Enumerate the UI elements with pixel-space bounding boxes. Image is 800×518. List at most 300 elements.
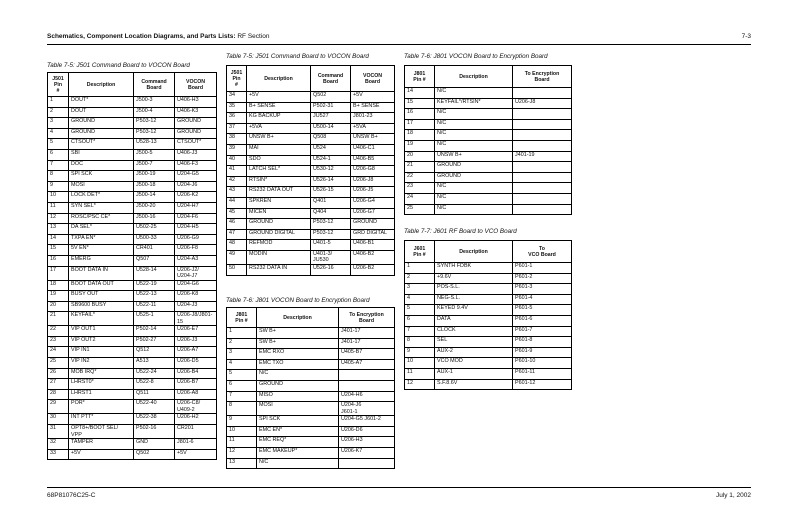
- table-cell: 2: [227, 338, 257, 349]
- table-cell: 35: [227, 102, 247, 113]
- table-row: [405, 337, 572, 348]
- table-cell: [339, 380, 395, 391]
- table-row: [227, 264, 395, 275]
- table-cell: KEYED 9.4V: [435, 305, 513, 316]
- table-row: [405, 263, 572, 274]
- table-cell: VIP OUT1: [69, 326, 134, 337]
- table-cell: ROSC/PSC CE*: [69, 213, 134, 224]
- table-cell: U524-1: [311, 155, 351, 166]
- table-cell: J500-4: [134, 107, 175, 118]
- col-header: J601 Pin #: [405, 241, 435, 263]
- table-cell: 3: [227, 349, 257, 360]
- table-cell: 18: [405, 130, 435, 141]
- table-cell: 2: [405, 273, 435, 284]
- table-cell: +9.6V: [435, 273, 513, 284]
- table-cell: U206-J8: [513, 98, 572, 109]
- table-row: [227, 370, 395, 381]
- table-cell: GROUND: [247, 219, 311, 230]
- table-cell: 11: [405, 368, 435, 379]
- table-cell: VIP OUT2: [69, 336, 134, 347]
- table-cell: VIP IN2: [69, 358, 134, 369]
- table-cell: U204-J6 J601-1: [339, 402, 395, 416]
- table-cell: U206-D5: [175, 358, 217, 369]
- table-cell: 13: [48, 224, 69, 235]
- table-cell: MOB IRQ*: [69, 368, 134, 379]
- table-cell: U206-F8: [175, 245, 217, 256]
- table-cell: SYN SEL*: [69, 202, 134, 213]
- table-cell: RS232 DATA IN: [247, 264, 311, 275]
- table-cell: N/C: [435, 140, 513, 151]
- table-cell: 22: [405, 172, 435, 183]
- table-row: [48, 118, 217, 129]
- table-cell: U206-B7: [175, 379, 217, 390]
- table-row: [48, 425, 217, 439]
- table-cell: N/C: [435, 88, 513, 99]
- table-cell: B+ SENSE: [351, 102, 395, 113]
- table-cell: [513, 172, 572, 183]
- table-cell: 17: [48, 266, 69, 280]
- table-row: [48, 107, 217, 118]
- table-cell: U204-H5: [175, 224, 217, 235]
- table-row: [227, 113, 395, 124]
- table-row: [405, 162, 572, 173]
- table-cell: U206-J3: [175, 336, 217, 347]
- table-cell: N/C: [435, 193, 513, 204]
- col-header: Command Board: [134, 73, 175, 97]
- table-cell: J401-17: [339, 328, 395, 339]
- table-cell: U204-J6: [175, 181, 217, 192]
- table-cell: P601-7: [513, 326, 572, 337]
- document-id: 68P81076C25-C: [47, 492, 96, 499]
- table-cell: J401-19: [513, 151, 572, 162]
- table-cell: RTSIN*: [247, 176, 311, 187]
- table-cell: 30: [48, 414, 69, 425]
- table-cell: U406-F3: [175, 160, 217, 171]
- table-cell: GROUND: [435, 172, 513, 183]
- table-cell: U522-11: [134, 301, 175, 312]
- table-cell: CLOCK: [435, 326, 513, 337]
- table-cell: CR401: [134, 245, 175, 256]
- table-cell: U206-D6: [339, 426, 395, 437]
- table-cell: U204-H6: [339, 391, 395, 402]
- table-cell: U530-12: [311, 166, 351, 177]
- table-cell: U500-33: [134, 234, 175, 245]
- table-row: [48, 449, 217, 460]
- table-row: [48, 224, 217, 235]
- table-cell: P601-8: [513, 337, 572, 348]
- table-cell: 36: [227, 113, 247, 124]
- table-row: [48, 414, 217, 425]
- table-cell: DA SEL*: [69, 224, 134, 235]
- table-cell: 19: [48, 291, 69, 302]
- table-cell: GROUND DIGITAL: [247, 229, 311, 240]
- table-cell: J500-18: [134, 181, 175, 192]
- table-cell: U526-15: [311, 187, 351, 198]
- table-cell: U204-G5 J601-2: [339, 416, 395, 427]
- table-row: [48, 255, 217, 266]
- table-cell: KG BACKUP: [247, 113, 311, 124]
- table-cell: 44: [227, 197, 247, 208]
- table-cell: U206-C8/ U409-2: [175, 400, 217, 414]
- table-cell: REFMOD: [247, 240, 311, 251]
- table-cell: U204-F6: [175, 213, 217, 224]
- table-cell: GROUND: [351, 219, 395, 230]
- table-cell: 28: [48, 389, 69, 400]
- table-cell: J401-17: [339, 338, 395, 349]
- table-cell: U206-B4: [175, 368, 217, 379]
- table-cell: KEYFAIL*/RTSIN*: [435, 98, 513, 109]
- table-cell: 47: [227, 229, 247, 240]
- table-cell: GROUND: [257, 380, 339, 391]
- table-cell: [513, 109, 572, 120]
- table-cell: U206-G8: [351, 166, 395, 177]
- table-cell: U406-K3: [175, 107, 217, 118]
- table-caption: Table 7-5: J501 Command Board to VOCON Board: [47, 62, 190, 69]
- table-cell: CTSOUT*: [69, 139, 134, 150]
- table-cell: SEL: [435, 337, 513, 348]
- table-caption: Table 7-6: J801 VOCON Board to Encryption Board: [226, 297, 370, 304]
- table-cell: U206-J5: [351, 187, 395, 198]
- table-cell: POS-S.L.: [435, 284, 513, 295]
- table-cell: U206-A7: [175, 347, 217, 358]
- table-cell: UNSW B+: [247, 134, 311, 145]
- table-row: [405, 315, 572, 326]
- table-row: [48, 160, 217, 171]
- col-header: Description: [69, 73, 134, 97]
- table-cell: +5V: [69, 449, 134, 460]
- table-cell: 41: [227, 166, 247, 177]
- table-cell: J500-3: [134, 97, 175, 108]
- table-cell: 12: [227, 447, 257, 458]
- table-cell: N/C: [435, 204, 513, 215]
- table-cell: 16: [48, 255, 69, 266]
- table-cell: RS232 DATA OUT: [247, 187, 311, 198]
- table-cell: P601-2: [513, 273, 572, 284]
- table-cell: U206-K8: [175, 291, 217, 302]
- table-row: [227, 134, 395, 145]
- table-cell: 20: [405, 151, 435, 162]
- table-cell: 11: [48, 202, 69, 213]
- table-row: [48, 139, 217, 150]
- table-cell: U406-H3: [175, 97, 217, 108]
- table-cell: P601-12: [513, 379, 572, 390]
- table-cell: 25: [48, 358, 69, 369]
- table-cell: U525-1: [134, 312, 175, 326]
- table-cell: +5V: [175, 449, 217, 460]
- table-row: [405, 368, 572, 379]
- table-row: [48, 326, 217, 337]
- table-cell: 42: [227, 176, 247, 187]
- table-cell: 21: [405, 162, 435, 173]
- table-cell: +5VA: [351, 123, 395, 134]
- table-cell: 12: [48, 213, 69, 224]
- col-header: VOCON Board: [175, 73, 217, 97]
- col-header: J801 Pin #: [227, 308, 257, 328]
- table-cell: U528-14: [134, 266, 175, 280]
- table-row: [227, 208, 395, 219]
- table-row: [405, 294, 572, 305]
- table-cell: 3: [48, 118, 69, 129]
- table-row: [48, 358, 217, 369]
- table-row: [227, 123, 395, 134]
- table-cell: 38: [227, 134, 247, 145]
- table-row: [48, 213, 217, 224]
- table-row: [227, 102, 395, 113]
- header-section: RF Section: [235, 33, 270, 40]
- table-cell: GROUND: [175, 118, 217, 129]
- table-cell: [513, 140, 572, 151]
- table-row: [48, 291, 217, 302]
- table-cell: P502-31: [311, 102, 351, 113]
- table-cell: GND: [134, 439, 175, 450]
- table-cell: EMC MAKEUP*: [257, 447, 339, 458]
- table-cell: 7: [405, 326, 435, 337]
- table-cell: +5VA: [247, 123, 311, 134]
- table-cell: DATA: [435, 315, 513, 326]
- table-cell: U522-38: [134, 414, 175, 425]
- table-cell: +5V: [247, 92, 311, 103]
- table-cell: GROUND: [175, 128, 217, 139]
- table-cell: 46: [227, 219, 247, 230]
- table-cell: 4: [405, 294, 435, 305]
- table-cell: 4: [48, 128, 69, 139]
- table-cell: A513: [134, 358, 175, 369]
- table-cell: 13: [227, 458, 257, 469]
- table-cell: 14: [405, 88, 435, 99]
- table-cell: BOOT DATA IN: [69, 266, 134, 280]
- table-cell: 5: [227, 370, 257, 381]
- table-cell: 5: [48, 139, 69, 150]
- table-row: [227, 437, 395, 448]
- table-row: [227, 176, 395, 187]
- table-cell: VIP IN1: [69, 347, 134, 358]
- table-caption: Table 7-6: J801 VOCON Board to Encryption Board: [404, 53, 548, 60]
- table-cell: MAI: [247, 144, 311, 155]
- table-cell: 5: [405, 305, 435, 316]
- table-cell: [513, 193, 572, 204]
- table-cell: SB9600 BUSY: [69, 301, 134, 312]
- table-row: [405, 305, 572, 316]
- table-cell: U204-H7: [175, 202, 217, 213]
- col-header: To VCO Board: [513, 241, 572, 263]
- j801-table-part2: [404, 65, 572, 215]
- table-cell: MODIN: [247, 250, 311, 264]
- table-cell: U401-5: [311, 240, 351, 251]
- table-cell: OPT8+/BOOT SEL/ VPP: [69, 425, 134, 439]
- table-cell: Q502: [311, 92, 351, 103]
- table-cell: 20: [48, 301, 69, 312]
- col-header: J801 Pin #: [405, 66, 435, 88]
- table-cell: 25: [405, 204, 435, 215]
- table-cell: P503-12: [311, 229, 351, 240]
- table-row: [227, 458, 395, 469]
- table-row: [227, 402, 395, 416]
- table-cell: N/C: [435, 109, 513, 120]
- table-cell: [513, 88, 572, 99]
- table-cell: 10: [227, 426, 257, 437]
- table-row: [405, 273, 572, 284]
- table-cell: 11: [227, 437, 257, 448]
- table-cell: 14: [48, 234, 69, 245]
- table-row: [227, 219, 395, 230]
- table-row: [48, 379, 217, 390]
- table-cell: P601-5: [513, 305, 572, 316]
- table-cell: 6: [405, 315, 435, 326]
- table-cell: 1: [48, 97, 69, 108]
- table-cell: P503-12: [134, 128, 175, 139]
- table-cell: U522-24: [134, 368, 175, 379]
- table-cell: U500-14: [311, 123, 351, 134]
- table-cell: 6: [48, 149, 69, 160]
- col-header: Description: [435, 66, 513, 88]
- table-cell: N/C: [435, 130, 513, 141]
- table-cell: AUX-1: [435, 368, 513, 379]
- col-header: Description: [247, 66, 311, 92]
- table-cell: 48: [227, 240, 247, 251]
- table-cell: MOSI: [69, 181, 134, 192]
- table-cell: U206-J2/ U204-J7: [175, 266, 217, 280]
- table-cell: P502-27: [134, 336, 175, 347]
- table-cell: U406-B2: [351, 250, 395, 264]
- table-cell: SPI SCK: [257, 416, 339, 427]
- table-cell: P502-16: [134, 425, 175, 439]
- table-row: [227, 338, 395, 349]
- table-cell: U206-J8: [351, 176, 395, 187]
- table-cell: 10: [48, 192, 69, 203]
- table-cell: 9: [227, 416, 257, 427]
- table-cell: U522-19: [134, 280, 175, 291]
- table-row: [48, 202, 217, 213]
- table-cell: GROUND: [69, 118, 134, 129]
- table-row: [227, 349, 395, 360]
- table-cell: U206-K7: [339, 447, 395, 458]
- table-cell: SYNTH FDBK: [435, 263, 513, 274]
- table-cell: GRD DIGITAL: [351, 229, 395, 240]
- table-cell: KEYFAIL*: [69, 312, 134, 326]
- table-row: [227, 447, 395, 458]
- table-caption: Table 7-7: J601 RF Board to VCO Board: [404, 228, 517, 235]
- table-cell: J801-6: [175, 439, 217, 450]
- j501-table-part1: [47, 72, 217, 460]
- j501-table-part2: [226, 65, 395, 276]
- table-cell: DOUT: [69, 107, 134, 118]
- header-title: Schematics, Component Location Diagrams, and Parts Lists:: [47, 33, 236, 40]
- col-header: J501 Pin #: [48, 73, 69, 97]
- table-cell: P601-3: [513, 284, 572, 295]
- table-cell: 23: [405, 183, 435, 194]
- table-cell: 7: [48, 160, 69, 171]
- table-cell: 6: [227, 380, 257, 391]
- table-cell: 8: [405, 337, 435, 348]
- table-cell: J500-19: [134, 171, 175, 182]
- table-cell: DOUT*: [69, 97, 134, 108]
- table-cell: Q511: [134, 389, 175, 400]
- table-cell: 22: [48, 326, 69, 337]
- table-cell: [513, 204, 572, 215]
- table-cell: SPKREN: [247, 197, 311, 208]
- table-cell: P601-11: [513, 368, 572, 379]
- table-row: [405, 130, 572, 141]
- table-row: [405, 151, 572, 162]
- table-cell: U206-A8: [175, 389, 217, 400]
- table-cell: J500-14: [134, 192, 175, 203]
- table-cell: 1: [405, 263, 435, 274]
- table-cell: P601-1: [513, 263, 572, 274]
- table-cell: U204-G6: [175, 280, 217, 291]
- table-cell: [513, 162, 572, 173]
- table-cell: [339, 370, 395, 381]
- table-row: [48, 368, 217, 379]
- col-header: VOCON Board: [351, 66, 395, 92]
- table-row: [227, 380, 395, 391]
- table-row: [405, 347, 572, 358]
- table-cell: U206-B2: [351, 264, 395, 275]
- table-cell: MOSI: [257, 402, 339, 416]
- table-cell: NEG-S.L.: [435, 294, 513, 305]
- table-row: [48, 312, 217, 326]
- table-cell: LATCH SEL*: [247, 166, 311, 177]
- table-cell: [513, 130, 572, 141]
- table-cell: SW B+: [257, 328, 339, 339]
- table-row: [227, 240, 395, 251]
- table-cell: 10: [405, 358, 435, 369]
- table-cell: DOC: [69, 160, 134, 171]
- table-cell: 29: [48, 400, 69, 414]
- table-cell: 15: [48, 245, 69, 256]
- table-cell: BUSY OUT: [69, 291, 134, 302]
- table-cell: U522-13: [134, 291, 175, 302]
- table-cell: 16: [405, 109, 435, 120]
- table-cell: U204-A3: [175, 255, 217, 266]
- table-cell: N/C: [435, 183, 513, 194]
- table-cell: EMERG: [69, 255, 134, 266]
- table-cell: Q404: [311, 208, 351, 219]
- table-cell: SW B+: [257, 338, 339, 349]
- table-cell: 34: [227, 92, 247, 103]
- table-cell: U206-G9: [175, 234, 217, 245]
- table-row: [48, 347, 217, 358]
- table-cell: P601-9: [513, 347, 572, 358]
- table-cell: U406-B1: [351, 240, 395, 251]
- table-cell: U401-3/ JU530: [311, 250, 351, 264]
- table-row: [227, 144, 395, 155]
- table-cell: J500-16: [134, 213, 175, 224]
- table-cell: EMC REQ*: [257, 437, 339, 448]
- table-row: [405, 140, 572, 151]
- table-cell: U204-J3: [175, 301, 217, 312]
- table-cell: P502-14: [134, 326, 175, 337]
- table-cell: +5V: [351, 92, 395, 103]
- table-cell: GROUND: [435, 162, 513, 173]
- table-cell: LHRST1: [69, 389, 134, 400]
- table-cell: MICEN: [247, 208, 311, 219]
- table-cell: 18: [48, 280, 69, 291]
- table-cell: U406-J3: [175, 149, 217, 160]
- table-row: [48, 234, 217, 245]
- table-cell: UNSW B+: [351, 134, 395, 145]
- table-cell: 49: [227, 250, 247, 264]
- table-cell: TAMPER: [69, 439, 134, 450]
- table-cell: 23: [48, 336, 69, 347]
- table-row: [227, 166, 395, 177]
- table-row: [405, 119, 572, 130]
- table-cell: U206-J8/J801- 15: [175, 312, 217, 326]
- table-row: [48, 97, 217, 108]
- table-row: [48, 192, 217, 203]
- table-cell: LOCK DET*: [69, 192, 134, 203]
- footer-date: July 1, 2002: [715, 492, 751, 499]
- table-cell: 12: [405, 379, 435, 390]
